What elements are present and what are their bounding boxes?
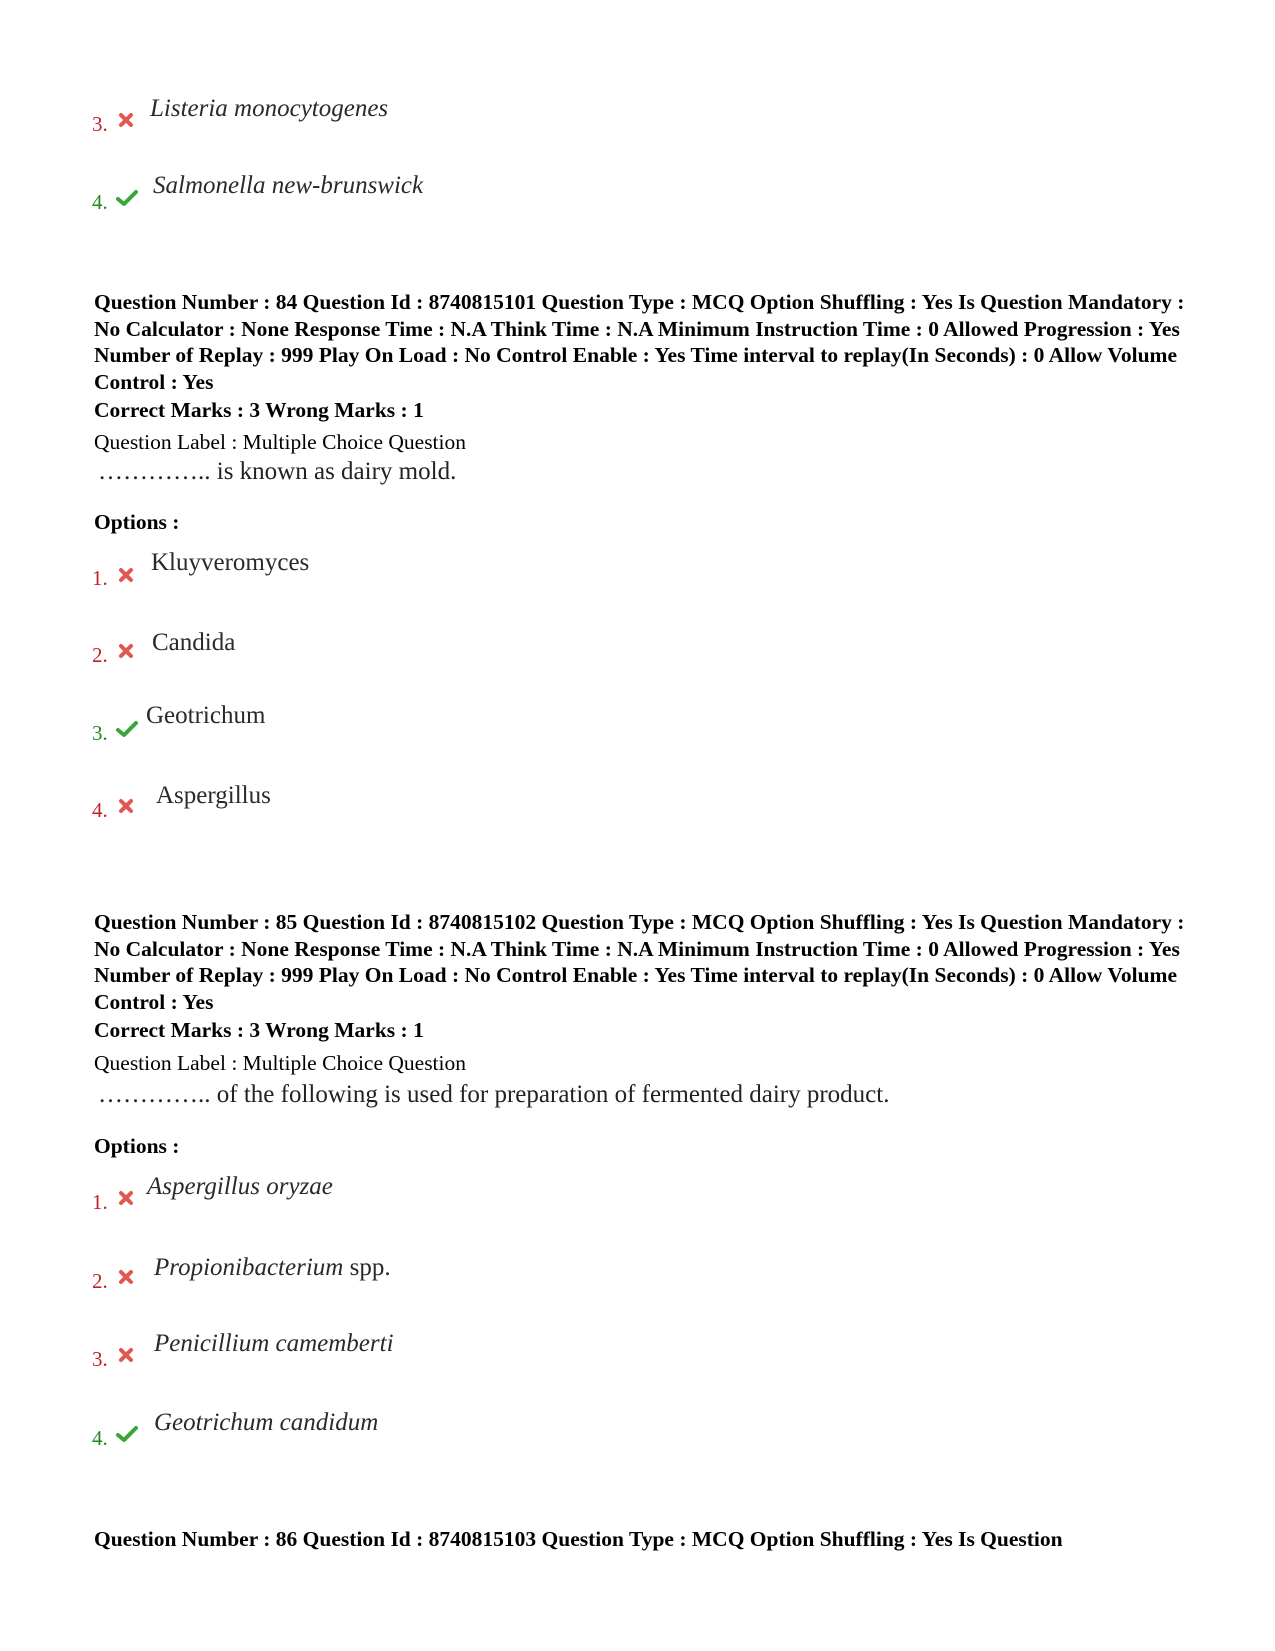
cross-icon (117, 566, 135, 584)
cross-icon (117, 111, 135, 129)
question-stem: ………….. is known as dairy mold. (98, 458, 457, 485)
option-text: Geotrichum candidum (154, 1409, 379, 1436)
option-text: Listeria monocytogenes (150, 95, 389, 122)
option-number: 2. (92, 643, 108, 667)
option-number: 3. (92, 112, 108, 136)
cross-icon (117, 1346, 135, 1364)
cross-icon (117, 1268, 135, 1286)
option-text: Penicillium camemberti (154, 1330, 394, 1357)
option-number: 1. (92, 566, 108, 590)
options-heading: Options : (94, 1134, 180, 1158)
cross-icon (117, 1189, 135, 1207)
question-meta: Question Number : 86 Question Id : 8740815103 Question Type : MCQ Option Shuffling : Yes Is Question (94, 1527, 1063, 1551)
checkmark-icon (116, 720, 138, 738)
options-heading: Options : (94, 510, 180, 534)
question-label: Question Label : Multiple Choice Question (94, 1051, 467, 1075)
option-number: 3. (92, 1347, 108, 1371)
option-text: Salmonella new-brunswick (153, 172, 424, 199)
question-meta: Question Number : 84 Question Id : 8740815101 Question Type : MCQ Option Shuffling : Yes Is Question Mandatory : No Calculator : None Response Time : N.A Think Time : N.A Minimum Instruction Time : 0 Allowed Progression : Yes Number of Replay : 999 Play On Load : No Control Enable : Yes Time interval to replay(In Seconds) : 0 Allow Volume Control : Yes (94, 290, 1185, 394)
checkmark-icon (116, 1425, 138, 1443)
question-marks: Correct Marks : 3 Wrong Marks : 1 (94, 398, 424, 422)
cross-icon (117, 797, 135, 815)
option-text: Candida (152, 629, 236, 656)
option-text (154, 1254, 391, 1282)
option-number: 4. (92, 190, 108, 214)
question-marks: Correct Marks : 3 Wrong Marks : 1 (94, 1018, 424, 1042)
option-text: Aspergillus (156, 782, 271, 809)
option-number: 2. (92, 1269, 108, 1293)
option-text: Kluyveromyces (151, 549, 310, 576)
option-number: 4. (92, 798, 108, 822)
option-number: 4. (92, 1426, 108, 1450)
option-number: 1. (92, 1190, 108, 1214)
option-number: 3. (92, 721, 108, 745)
option-text-italic: Propionibacterium (154, 1254, 344, 1281)
option-text: Geotrichum (146, 702, 266, 729)
option-text-suffix: spp. (343, 1254, 391, 1281)
cross-icon (117, 642, 135, 660)
question-stem: ………….. of the following is used for preparation of fermented dairy product. (98, 1081, 890, 1108)
question-meta: Question Number : 85 Question Id : 8740815102 Question Type : MCQ Option Shuffling : Yes Is Question Mandatory : No Calculator : None Response Time : N.A Think Time : N.A Minimum Instruction Time : 0 Allowed Progression : Yes Number of Replay : 999 Play On Load : No Control Enable : Yes Time interval to replay(In Seconds) : 0 Allow Volume Control : Yes (94, 910, 1185, 1014)
question-label: Question Label : Multiple Choice Question (94, 430, 467, 454)
option-text: Aspergillus oryzae (147, 1173, 333, 1200)
checkmark-icon (116, 189, 138, 207)
